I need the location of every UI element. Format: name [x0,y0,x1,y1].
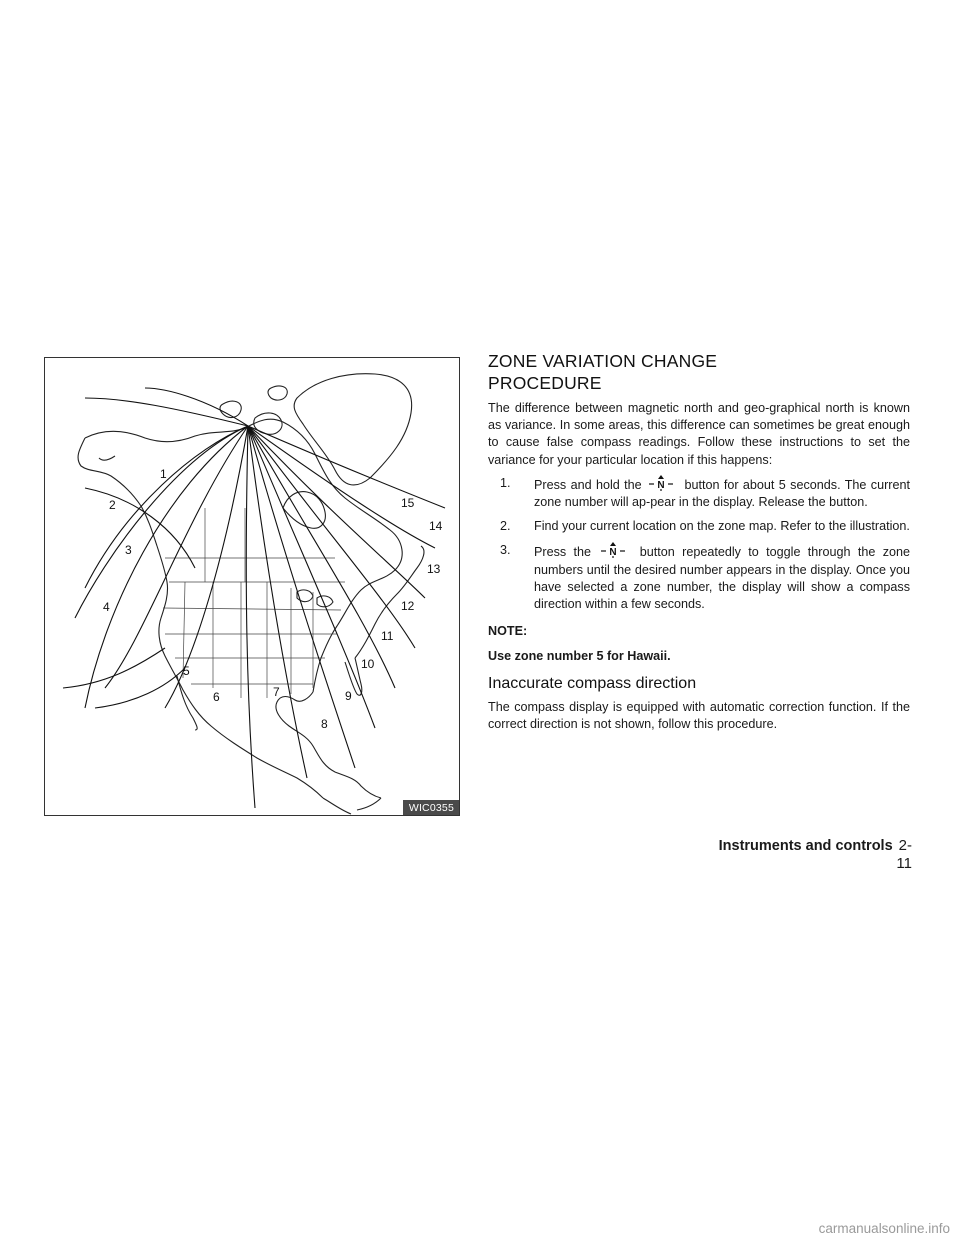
step-number: 3. [500,543,511,558]
zone-label-7: 7 [273,685,280,699]
east-coast [276,692,381,798]
page-footer [704,837,912,873]
step-text-before: Press and hold the [534,477,642,492]
zone-label-2: 2 [109,498,116,512]
step-item [488,518,910,535]
zone-label-8: 8 [321,717,328,731]
zone-label-10: 10 [361,657,375,671]
step-text-before: Press the [534,545,592,560]
zone-label-4: 4 [103,600,110,614]
central-america [323,798,381,814]
footer-section-name: Instruments and controls [718,838,893,854]
step-text-after: button repeatedly to toggle through the zone numbers until the desired number appears in the display. Once you have selected a zone number, the display will show a compass direction within a few seconds. [534,545,911,612]
zone-label-5: 5 [183,664,190,678]
alaska-west [78,438,157,546]
content-column [488,350,910,739]
step-item [488,542,910,613]
zone-label-3: 3 [125,543,132,557]
section-title-line2: PROCEDURE [488,373,602,393]
figure-code: WIC0355 [403,800,459,815]
watermark[interactable]: carmanualsonline.info [818,1221,950,1236]
zone-map-illustration [45,358,460,816]
svg-text:N: N [657,479,665,491]
step-item [488,475,910,511]
zone-label-9: 9 [345,689,352,703]
step-text: Find your current location on the zone map. Refer to the illustration. [534,519,910,534]
zone-label-6: 6 [213,690,220,704]
section-title-line1: ZONE VARIATION CHANGE [488,351,718,371]
intro-paragraph: The difference between magnetic north and geo-graphical north is known as variance. In some areas, this difference can sometimes be great enough to cause false compass readings. Follow these instructions to set the variance for your particular location if this happens: [488,401,910,467]
step-text-after: button for about 5 seconds. The current zone number will ap-pear in the display. Release the button. [534,477,911,510]
zone-boundary-lines [75,388,445,808]
note-body: Use zone number 5 for Hawaii. [488,649,671,664]
zone-label-12: 12 [401,599,415,613]
zone-map-figure [44,357,460,816]
zone-label-13: 13 [427,562,441,576]
svg-text:N: N [609,547,618,559]
alaska-coast [85,419,402,692]
procedure-steps [488,475,910,613]
zone-label-14: 14 [429,519,443,533]
page-number: 2-11 [896,837,912,872]
zone-label-11: 11 [381,629,394,643]
step-number: 2. [500,519,511,534]
zone-label-15: 15 [401,496,415,510]
pacific-coast [157,546,323,798]
zone-label-1: 1 [160,467,167,481]
note-heading: NOTE: [488,624,528,639]
step-number: 1. [500,475,511,490]
subsection-body: The compass display is equipped with automatic correction function. If the correct direction is not shown, follow this procedure. [488,699,910,731]
section-title [488,350,910,394]
north-arrow-icon [600,542,626,558]
greenland-outline [294,374,412,485]
north-arrow-icon [648,475,674,491]
subsection-title: Inaccurate compass direction [488,674,697,692]
